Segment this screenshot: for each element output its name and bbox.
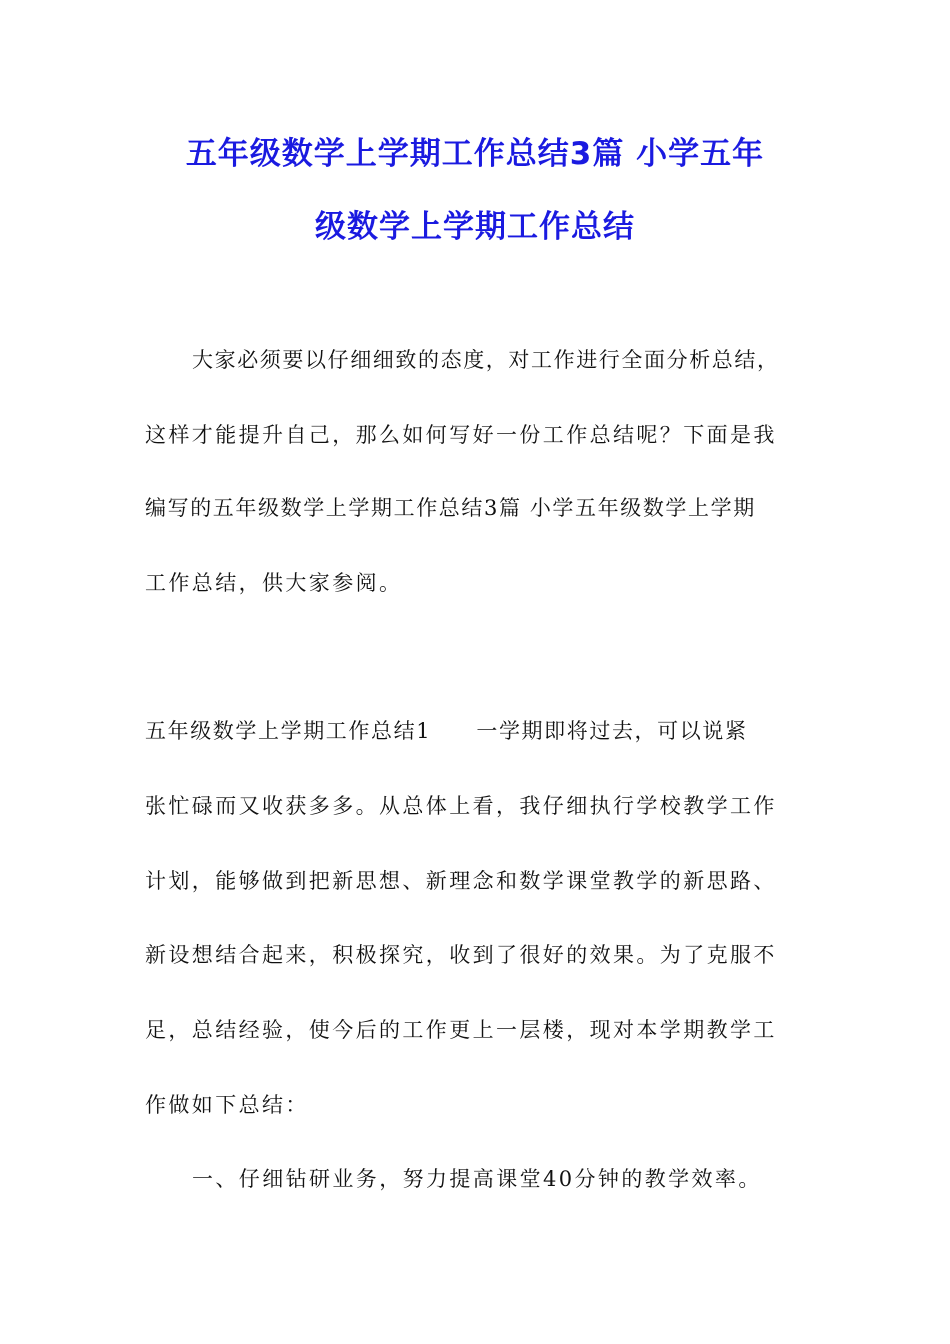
body-paragraph-line-1: 五年级数学上学期工作总结1 一学期即将过去，可以说紧 <box>145 719 748 743</box>
document-title-line-1: 五年级数学上学期工作总结3篇 小学五年 <box>185 136 765 172</box>
document-title-line-2: 级数学上学期工作总结 <box>315 209 635 245</box>
body-paragraph-line-5: 足，总结经验，使今后的工作更上一层楼，现对本学期教学工 <box>145 1018 777 1042</box>
intro-paragraph-line-2: 这样才能提升自己，那么如何写好一份工作总结呢？下面是我 <box>145 423 777 447</box>
intro-paragraph-line-1: 大家必须要以仔细细致的态度，对工作进行全面分析总结， <box>192 348 780 372</box>
intro-paragraph-line-3: 编写的五年级数学上学期工作总结3篇 小学五年级数学上学期 <box>145 496 756 520</box>
body-paragraph-line-3: 计划，能够做到把新思想、新理念和数学课堂教学的新思路、 <box>145 869 777 893</box>
body-paragraph-line-4: 新设想结合起来，积极探究，收到了很好的效果。为了克服不 <box>145 943 777 967</box>
body-paragraph-line-2: 张忙碌而又收获多多。从总体上看，我仔细执行学校教学工作 <box>145 794 777 818</box>
section-heading: 一、仔细钻研业务，努力提高课堂40分钟的教学效率。 <box>192 1167 762 1191</box>
intro-paragraph-line-4: 工作总结，供大家参阅。 <box>145 571 403 595</box>
body-paragraph-line-6: 作做如下总结： <box>145 1093 309 1117</box>
